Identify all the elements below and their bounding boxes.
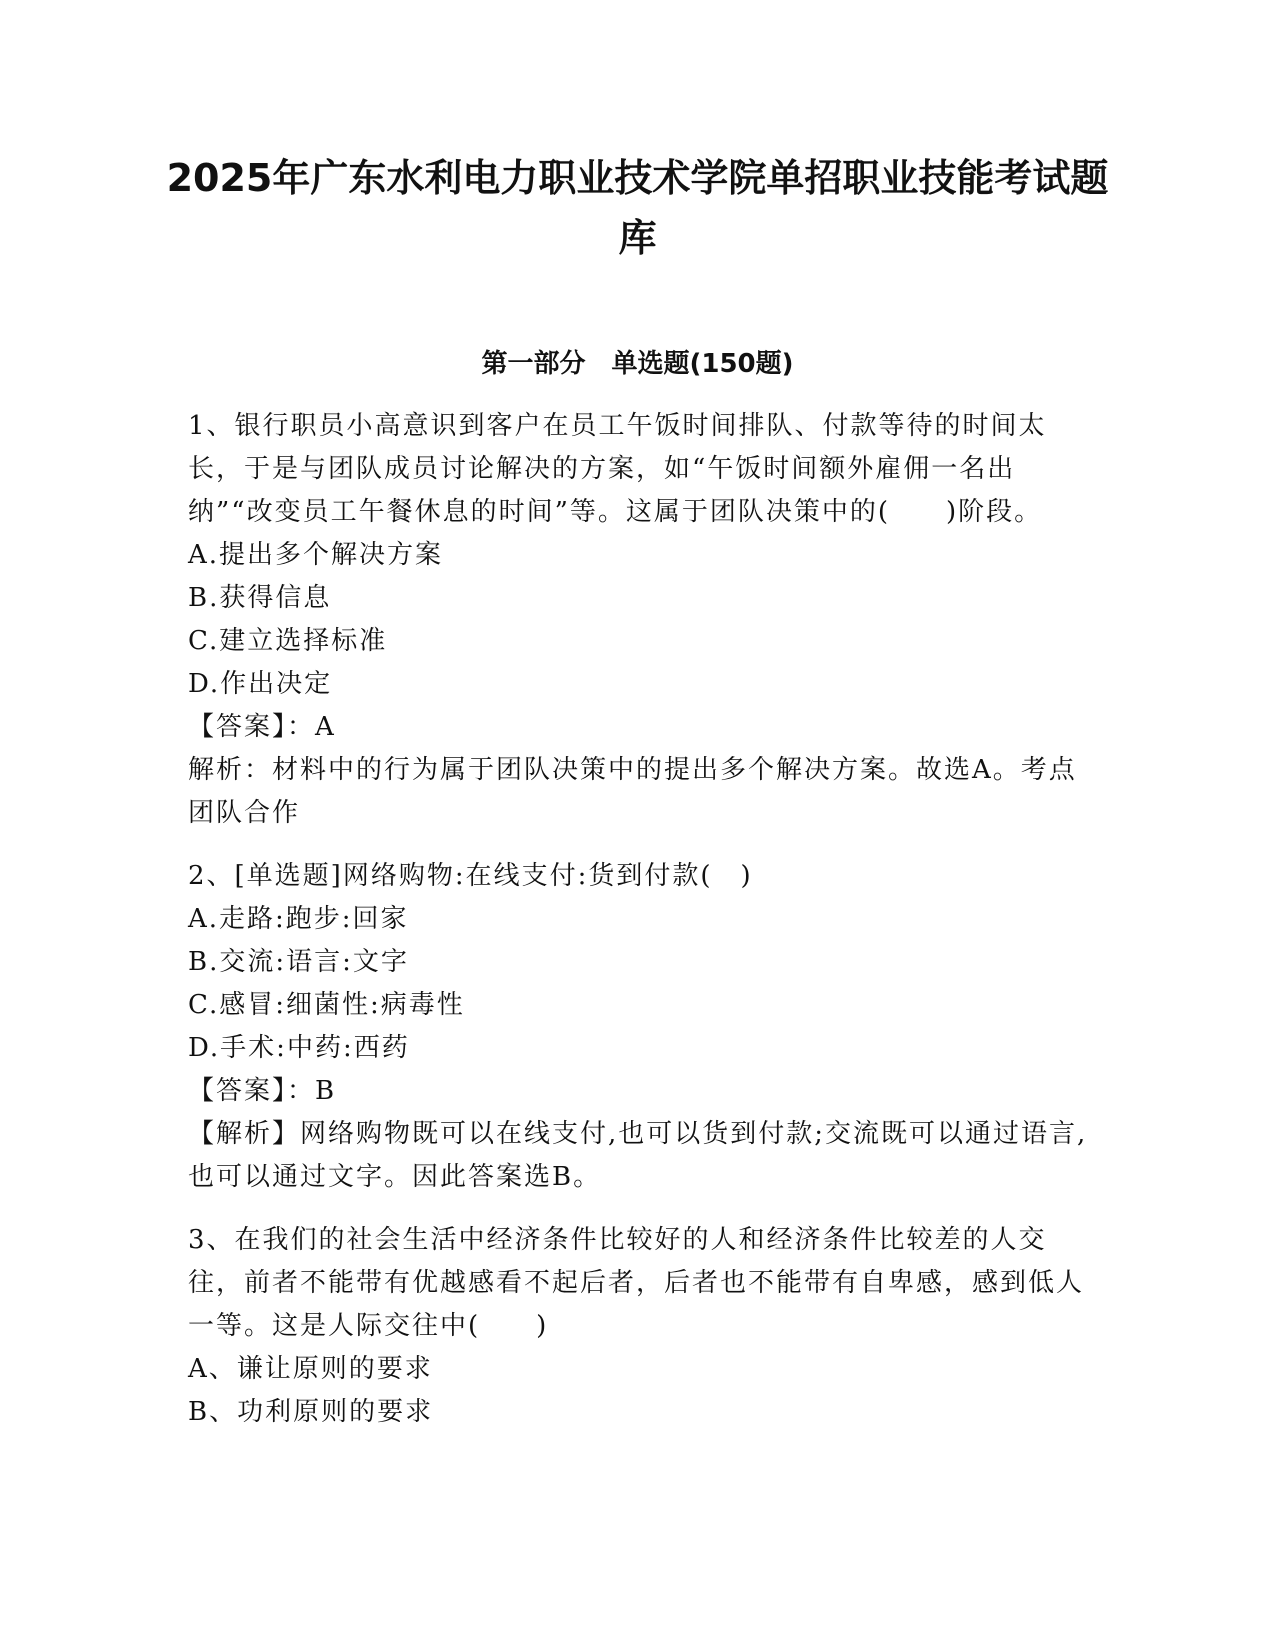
- question-2: [188, 855, 1088, 1199]
- question-3: [188, 1219, 1088, 1434]
- option-b: B、功利原则的要求: [188, 1397, 434, 1427]
- question-stem: 1、银行职员小高意识到客户在员工午饭时间排队、付款等待的时间太长，于是与团队成员讨论解决的方案，如“午饭时间额外雇佣一名出纳”“改变员工午餐休息的时间”等。这属于团队决策中的( )阶段。: [188, 411, 1047, 527]
- option-d: D.手术:中药:西药: [188, 1033, 410, 1063]
- option-a: A、谦让原则的要求: [188, 1354, 433, 1384]
- document-title: 2025年广东水利电力职业技术学院单招职业技能考试题库: [166, 156, 1109, 260]
- option-c: C.感冒:细菌性:病毒性: [188, 990, 465, 1020]
- option-b: B.获得信息: [188, 583, 332, 613]
- section-heading: 第一部分 单选题(150题): [481, 349, 794, 379]
- analysis-text: 解析：材料中的行为属于团队决策中的提出多个解决方案。故选A。考点团队合作: [188, 755, 1077, 828]
- question-stem: 3、在我们的社会生活中经济条件比较好的人和经济条件比较差的人交往，前者不能带有优越感看不起后者，后者也不能带有自卑感，感到低人一等。这是人际交往中( ): [188, 1225, 1085, 1341]
- option-a: A.走路:跑步:回家: [188, 904, 409, 934]
- answer-line: 【答案】：A: [188, 712, 336, 742]
- question-list: [188, 405, 1088, 1454]
- option-b: B.交流:语言:文字: [188, 947, 409, 977]
- option-a: A.提出多个解决方案: [188, 540, 444, 570]
- option-d: D.作出决定: [188, 669, 333, 699]
- option-c: C.建立选择标准: [188, 626, 388, 656]
- analysis-text: 【解析】网络购物既可以在线支付,也可以货到付款;交流既可以通过语言,也可以通过文字。因此答案选B。: [188, 1119, 1088, 1192]
- question-1: [188, 405, 1088, 835]
- answer-line: 【答案】：B: [188, 1076, 337, 1106]
- question-stem: 2、[单选题]网络购物:在线支付:货到付款( ): [188, 861, 753, 891]
